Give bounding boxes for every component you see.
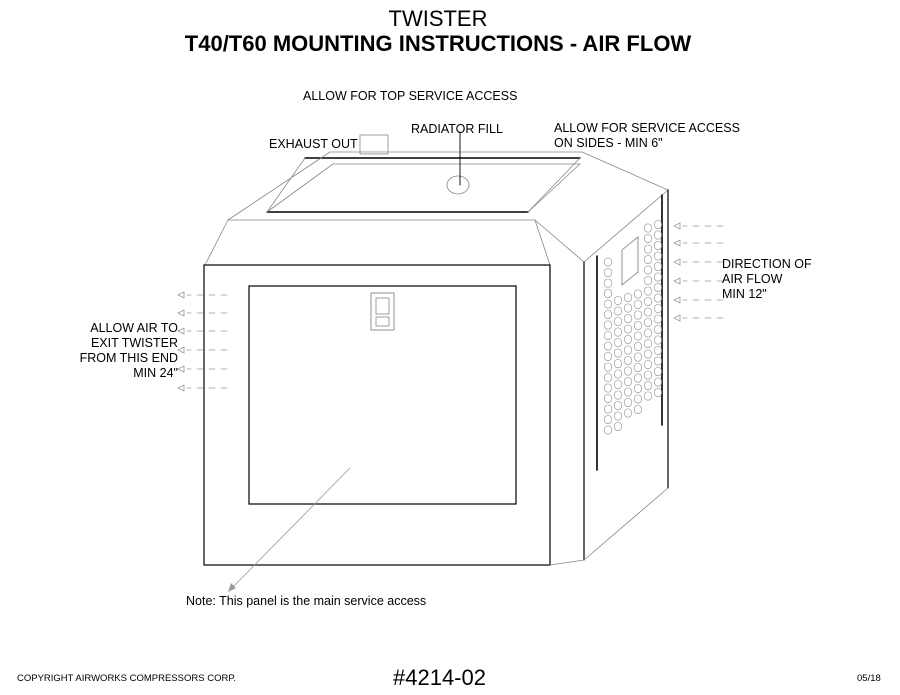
arrow-head — [178, 366, 184, 372]
vent-hole — [654, 388, 662, 396]
vent-hole — [654, 220, 662, 228]
vent-hole — [634, 342, 642, 350]
vent-hole — [654, 262, 662, 270]
vent-hole — [654, 378, 662, 386]
copyright-text: COPYRIGHT AIRWORKS COMPRESSORS CORP. — [17, 673, 237, 684]
vent-hole — [644, 245, 652, 253]
page-title: TWISTER — [388, 6, 488, 31]
vent-hole — [624, 293, 632, 301]
vent-hole — [614, 412, 622, 420]
arrow-head — [178, 310, 184, 316]
vent-hole — [654, 357, 662, 365]
note-leader-line — [230, 468, 350, 590]
arrow-head — [674, 223, 680, 229]
panel-latch — [371, 293, 394, 330]
vent-hole — [624, 388, 632, 396]
vent-hole — [654, 304, 662, 312]
vent-hole — [634, 290, 642, 298]
vent-hole — [614, 296, 622, 304]
vent-hole — [604, 258, 612, 266]
vent-hole — [654, 294, 662, 302]
vent-hole — [604, 373, 612, 381]
side-service-label-2: ON SIDES - MIN 6" — [554, 136, 663, 150]
arrow-head — [178, 347, 184, 353]
vent-grille — [604, 220, 662, 434]
page-subtitle: T40/T60 MOUNTING INSTRUCTIONS - AIR FLOW — [184, 31, 692, 56]
vent-hole — [604, 394, 612, 402]
exit-label-2: EXIT TWISTER — [90, 336, 178, 350]
radiator-cap — [447, 176, 469, 194]
side-service-label-1: ALLOW FOR SERVICE ACCESS — [554, 121, 740, 135]
arrow-head — [178, 385, 184, 391]
vent-hole — [604, 384, 612, 392]
vent-hole — [634, 353, 642, 361]
radiator-fill-label: RADIATOR FILL — [411, 122, 503, 136]
vent-hole — [654, 241, 662, 249]
vent-hole — [614, 359, 622, 367]
vent-hole — [644, 329, 652, 337]
side-face — [535, 190, 668, 565]
vent-hole — [604, 279, 612, 287]
vent-hole — [644, 381, 652, 389]
vent-hole — [604, 300, 612, 308]
vent-hole — [604, 321, 612, 329]
vent-hole — [644, 350, 652, 358]
front-face — [204, 220, 550, 565]
vent-hole — [644, 287, 652, 295]
revision-date: 05/18 — [857, 673, 881, 684]
exit-label-3: FROM THIS END — [79, 351, 178, 365]
vent-hole — [634, 321, 642, 329]
vent-hole — [604, 342, 612, 350]
vent-hole — [644, 339, 652, 347]
vent-hole — [604, 426, 612, 434]
vent-hole — [644, 234, 652, 242]
vent-hole — [644, 297, 652, 305]
vent-hole — [644, 318, 652, 326]
vent-hole — [624, 346, 632, 354]
arrow-head — [674, 297, 680, 303]
vent-hole — [624, 335, 632, 343]
vent-hole — [624, 367, 632, 375]
exhaust-out-label: EXHAUST OUT — [269, 137, 358, 151]
vent-hole — [614, 370, 622, 378]
vent-hole — [634, 332, 642, 340]
vent-hole — [634, 374, 642, 382]
vent-hole — [634, 405, 642, 413]
exit-label-1: ALLOW AIR TO — [90, 321, 178, 335]
vent-hole — [634, 395, 642, 403]
exit-label-4: MIN 24" — [133, 366, 178, 380]
arrow-head — [178, 328, 184, 334]
direction-label-3: MIN 12" — [722, 287, 767, 301]
vent-hole — [624, 409, 632, 417]
vent-hole — [644, 276, 652, 284]
vent-hole — [624, 377, 632, 385]
vent-hole — [604, 363, 612, 371]
vent-hole — [644, 360, 652, 368]
vent-hole — [604, 405, 612, 413]
vent-hole — [624, 314, 632, 322]
vent-hole — [654, 273, 662, 281]
vent-hole — [624, 325, 632, 333]
vent-hole — [614, 307, 622, 315]
vent-hole — [604, 331, 612, 339]
vent-hole — [624, 398, 632, 406]
vent-hole — [614, 328, 622, 336]
vent-hole — [604, 289, 612, 297]
vent-hole — [654, 367, 662, 375]
vent-hole — [644, 266, 652, 274]
arrow-head — [178, 292, 184, 298]
arrow-head — [674, 278, 680, 284]
vent-hole — [634, 311, 642, 319]
vent-hole — [604, 310, 612, 318]
vent-hole — [654, 252, 662, 260]
airflow-arrows-in — [674, 223, 723, 321]
vent-hole — [654, 283, 662, 291]
vent-hole — [644, 392, 652, 400]
vent-hole — [604, 415, 612, 423]
side-latch — [622, 237, 638, 285]
vent-hole — [654, 231, 662, 239]
vent-hole — [654, 325, 662, 333]
vent-hole — [644, 224, 652, 232]
arrow-head — [674, 315, 680, 321]
top-service-label: ALLOW FOR TOP SERVICE ACCESS — [303, 89, 518, 103]
document-number: #4214-02 — [393, 665, 486, 690]
vent-hole — [654, 346, 662, 354]
vent-hole — [604, 352, 612, 360]
vent-hole — [634, 300, 642, 308]
vent-hole — [614, 380, 622, 388]
vent-hole — [644, 371, 652, 379]
vent-hole — [614, 317, 622, 325]
vent-hole — [634, 363, 642, 371]
vent-hole — [624, 356, 632, 364]
vent-hole — [624, 304, 632, 312]
exhaust-outlet — [360, 135, 388, 154]
vent-hole — [614, 422, 622, 430]
roof — [228, 152, 668, 220]
vent-hole — [654, 315, 662, 323]
direction-label-1: DIRECTION OF — [722, 257, 812, 271]
vent-hole — [604, 268, 612, 276]
direction-label-2: AIR FLOW — [722, 272, 783, 286]
vent-hole — [614, 349, 622, 357]
arrow-head — [674, 259, 680, 265]
vent-hole — [644, 308, 652, 316]
vent-hole — [654, 336, 662, 344]
vent-hole — [614, 401, 622, 409]
arrow-head — [674, 240, 680, 246]
vent-hole — [634, 384, 642, 392]
service-note: Note: This panel is the main service access — [186, 594, 427, 608]
vent-hole — [614, 338, 622, 346]
airflow-arrows-out — [178, 292, 227, 391]
vent-hole — [614, 391, 622, 399]
vent-hole — [644, 255, 652, 263]
main-service-panel — [249, 286, 516, 504]
